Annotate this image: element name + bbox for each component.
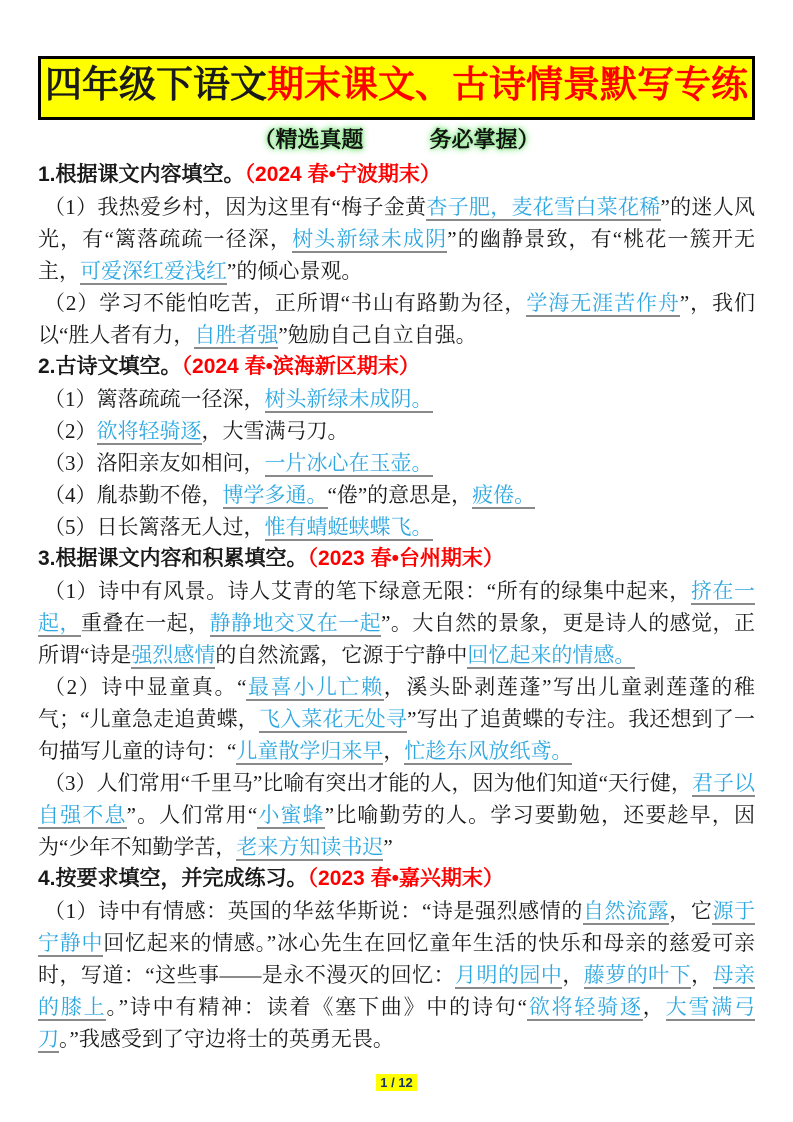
- paragraph: [38, 415, 755, 447]
- answer-blank: 小蜜蜂: [257, 802, 325, 827]
- answer-blank: 自胜者强: [194, 322, 279, 347]
- answer-blank: 一片冰心在玉壶。: [264, 450, 433, 475]
- text-run: ，大雪满弓刀。: [201, 418, 349, 443]
- answer-blank: 最喜小儿亡赖: [246, 674, 384, 699]
- text-run: （4）胤恭勤不倦，: [44, 482, 223, 507]
- section-title: 3.根据课文内容和积累填空。: [38, 546, 308, 570]
- paragraph: [38, 383, 755, 415]
- text-run: ”写出了追黄蝶的专注。我还想到了一句描写儿童的诗句：“: [38, 706, 756, 763]
- answer-blank: 欲将轻骑逐: [96, 418, 202, 443]
- title-red-part: 期末课文、古诗情景默写专练: [267, 65, 748, 106]
- section-heading: [38, 351, 755, 383]
- answer-blank: 挤在一起，: [38, 578, 755, 635]
- exam-source: （2023 春•台州期末）: [307, 546, 504, 570]
- section-heading: [38, 159, 755, 191]
- text-run: （1）诗中有情感：英国的华兹华斯说：“诗是强烈感情的: [44, 898, 583, 923]
- text-run: （1）诗中有风景。诗人艾青的笔下绿意无限：“所有的绿集中起来，: [44, 578, 691, 603]
- text-run: 回忆起来的情感。”冰心先生在回忆童年生活的快乐和母亲的慈爱可亲时，写道：“这些事——是永不漫灭的回忆：: [38, 930, 755, 987]
- text-run: ”，我们以“胜人者有力，: [38, 290, 755, 347]
- answer-blank: 飞入菜花无处寻: [258, 706, 408, 731]
- section: [38, 351, 755, 543]
- text-run: ”。人们常用“: [126, 802, 258, 827]
- paragraph: [38, 767, 755, 863]
- page-footer: [0, 1074, 793, 1092]
- section-heading: [38, 863, 755, 895]
- text-run: ，: [691, 962, 713, 987]
- text-run: （2）学习不能怕吃苦，正所谓“书山有路勤为径，: [44, 290, 527, 315]
- answer-blank: 回忆起来的情感。: [467, 642, 636, 667]
- answer-blank: 树头新绿未成阴: [292, 226, 448, 251]
- answer-blank: 自然流露: [582, 898, 670, 923]
- answer-blank: 博学多通。: [222, 482, 328, 507]
- text-run: ，它: [669, 898, 713, 923]
- answer-blank: 欲将轻骑逐: [526, 994, 643, 1019]
- text-run: “倦”的意思是，: [327, 482, 473, 507]
- answer-blank: 静静地交叉在一起: [209, 610, 382, 635]
- exam-source: （2023 春•嘉兴期末）: [307, 866, 504, 890]
- text-run: ”: [383, 834, 393, 859]
- text-run: ”比喻勤劳的人。学习要勤勉，还要趁早，因为“少年不知勤学苦，: [38, 802, 755, 859]
- text-run: （2）诗中显童真。“: [44, 674, 247, 699]
- text-run: ，: [383, 738, 405, 763]
- answer-blank: 藤萝的叶下: [583, 962, 692, 987]
- section-title: 4.按要求填空，并完成练习。: [38, 866, 308, 890]
- text-run: （5）日长篱落无人过，: [44, 514, 265, 539]
- text-run: （1）我热爱乡村，因为这里有“梅子金黄: [44, 194, 427, 219]
- text-run: ，: [562, 962, 584, 987]
- answer-blank: 麦花雪白菜花稀: [511, 194, 661, 219]
- section-heading: [38, 543, 755, 575]
- exam-source: （2024 春•宁波期末）: [244, 162, 441, 186]
- answer-blank: 君子以自强不息: [38, 770, 755, 827]
- title-banner: [38, 56, 755, 120]
- answer-blank: 强烈感情: [131, 642, 216, 667]
- answer-blank: 树头新绿未成阴。: [264, 386, 433, 411]
- answer-blank: 儿童散学归来早: [236, 738, 384, 763]
- paragraph: [38, 447, 755, 479]
- answer-blank: 母亲的膝上: [38, 962, 756, 1019]
- section: [38, 543, 755, 863]
- text-run: 。”我感受到了守边将士的英勇无畏。: [59, 1026, 394, 1051]
- text-run: ”的迷人风光，有“篱落疏疏一径深，: [38, 194, 756, 251]
- text-run: （1）篱落疏疏一径深，: [44, 386, 265, 411]
- paragraph: [38, 511, 755, 543]
- answer-blank: 月明的园中: [455, 962, 563, 987]
- exam-source: （2024 春•滨海新区期末）: [181, 354, 420, 378]
- text-run: ”的倾心景观。: [227, 258, 363, 283]
- paragraph: [38, 479, 755, 511]
- answer-blank: 疲倦。: [472, 482, 536, 507]
- text-run: ，溪头卧剥莲蓬”写出儿童剥莲蓬的稚气；“儿童急走追黄蝶，: [38, 674, 755, 731]
- section-title: 1.根据课文内容填空。: [38, 162, 245, 186]
- section-title: 2.古诗文填空。: [38, 354, 182, 378]
- subtitle: （精选真题 务必掌握）: [253, 126, 540, 152]
- text-run: ”的幽静景致，有“桃花一簇开无主，: [38, 226, 756, 283]
- title-black-part: 四年级下语文: [45, 65, 267, 106]
- sections: [38, 159, 755, 1055]
- answer-blank: 忙趁东风放纸鸢。: [404, 738, 573, 763]
- text-run: ，: [642, 994, 666, 1019]
- text-run: 。”诗中有精神：读着《塞下曲》中的诗句“: [106, 994, 527, 1019]
- answer-blank: 老来方知读书迟: [236, 834, 384, 859]
- text-run: （3）人们常用“千里马”比喻有突出才能的人，因为他们知道“天行健，: [44, 770, 692, 795]
- paragraph: [38, 895, 755, 1055]
- answer-blank: 学海无涯苦作舟: [526, 290, 680, 315]
- answer-blank: 可爱深红爱浅红: [80, 258, 227, 283]
- paragraph: [38, 671, 755, 767]
- answer-blank: 杏子肥，: [426, 194, 512, 219]
- answer-blank: 源于宁静中: [38, 898, 756, 955]
- text-run: （2）: [44, 418, 97, 443]
- paragraph: [38, 575, 755, 671]
- paragraph: [38, 287, 755, 351]
- section: [38, 863, 755, 1055]
- text-run: 重叠在一起，: [80, 610, 210, 635]
- text-run: 的自然流露，它源于宁静中: [215, 642, 468, 667]
- text-run: ”勉励自己自立自强。: [278, 322, 477, 347]
- section: [38, 159, 755, 351]
- answer-blank: 大雪满弓刀: [38, 994, 756, 1051]
- text-run: ”。大自然的景象，更是诗人的感觉，正所谓“诗是: [38, 610, 756, 667]
- page-number: 1 / 12: [376, 1074, 417, 1091]
- text-run: （3）洛阳亲友如相问，: [44, 450, 265, 475]
- paragraph: [38, 191, 755, 287]
- answer-blank: 惟有蜻蜓蛱蝶飞。: [264, 514, 433, 539]
